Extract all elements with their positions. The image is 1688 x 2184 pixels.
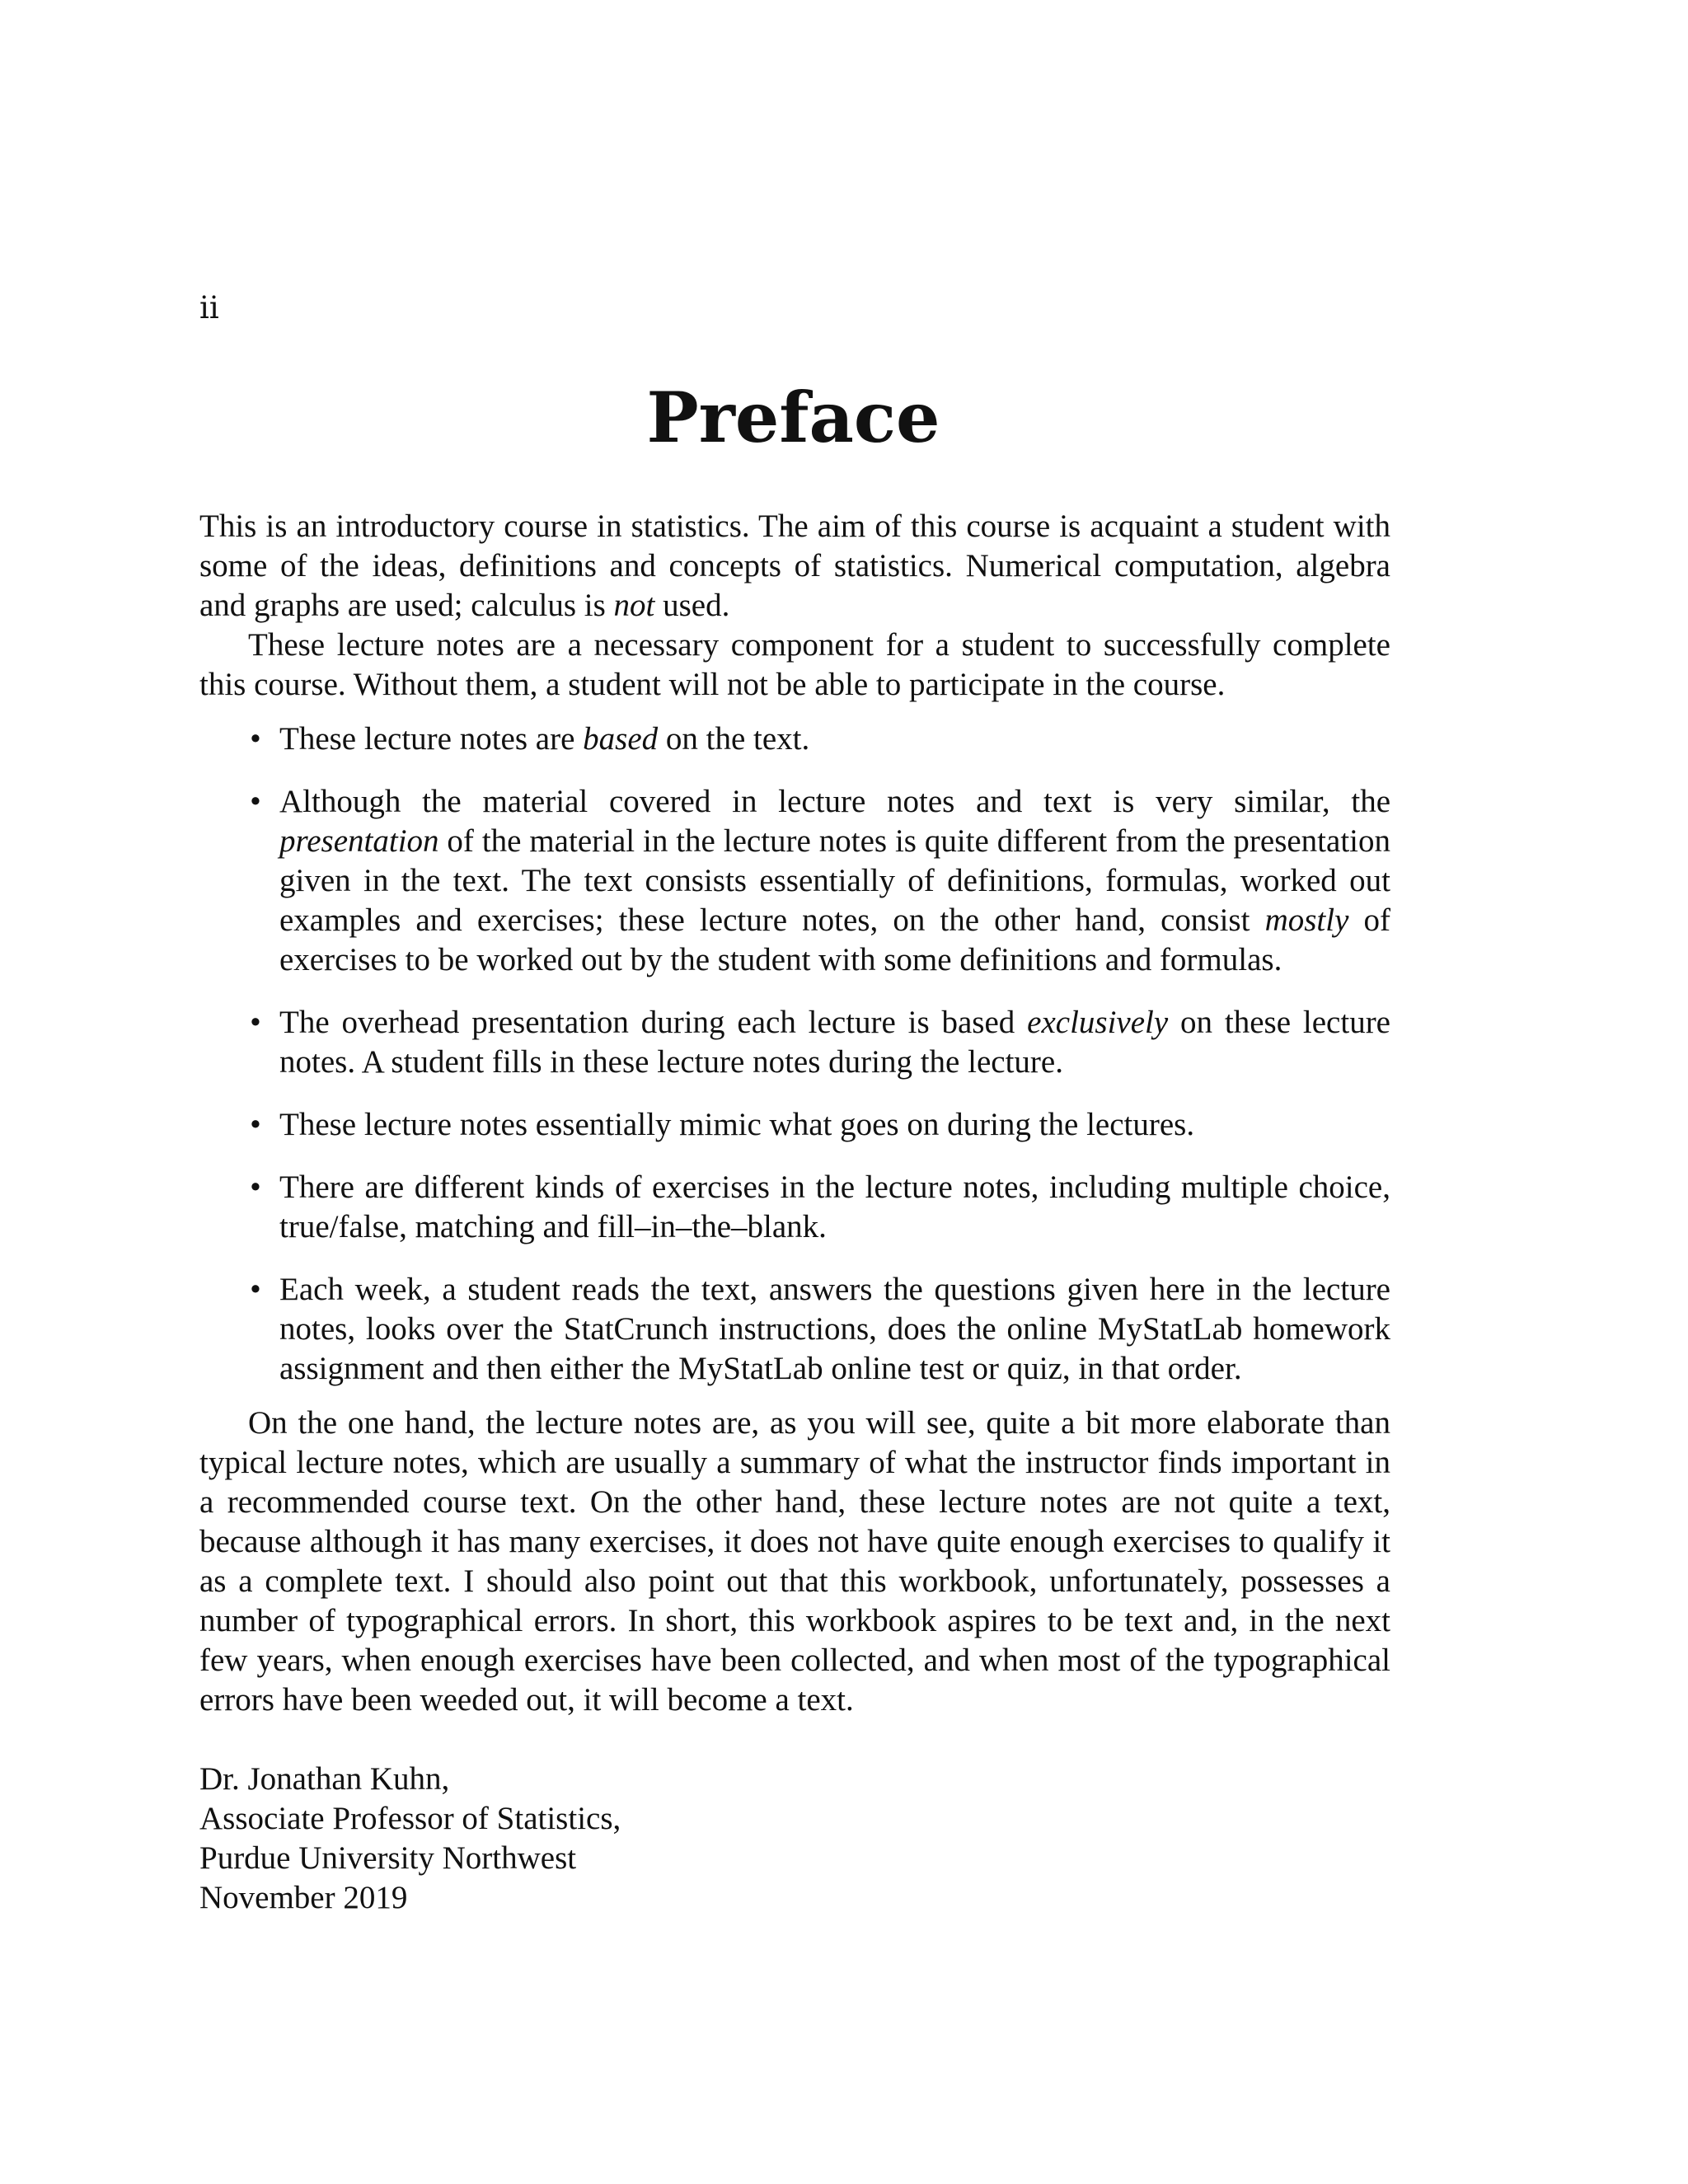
bullet-icon: • [250, 1272, 261, 1307]
list-item: • These lecture notes essentially mimic what goes on during the lectures. [199, 1105, 1390, 1145]
list-item: • Each week, a student reads the text, answers the questions given here in the lecture notes, looks over the StatCrunch instructions, does the online MyStatLab homework assignment and then either the MyStatLab online test or quiz, in that order. [199, 1270, 1390, 1389]
bullet-icon: • [250, 721, 261, 757]
bullet-list [199, 719, 1390, 1389]
bullet-icon: • [250, 1169, 261, 1205]
closing-paragraph: On the one hand, the lecture notes are, as you will see, quite a bit more elaborate than typical lecture notes, which are usually a summary of what the instructor finds important in a recommended course text. On the other hand, these lecture notes are not quite a text, because although it has many exercises, it does not have quite enough exercises to qualify it as a complete text. I should also point out that this workbook, unfortunately, possesses a number of typographical errors. In short, this workbook aspires to be text and, in the next few years, when enough exercises have been collected, and when most of the typographical errors have been weeded out, it will become a text. [199, 1405, 1390, 1718]
list-item: • These lecture notes are based on the text. [199, 719, 1390, 759]
page-number: ii [199, 290, 219, 326]
list-item: • Although the material covered in lecture notes and text is very similar, the presentation of the material in the lecture notes is quite different from the presentation given in the text. The text consists essentially of definitions, formulas, worked out examples and exercises; these lecture notes, on the other hand, consist mostly of exercises to be worked out by the student with some definitions and formulas. [199, 782, 1390, 980]
bullet-icon: • [250, 784, 261, 819]
preface-body [199, 507, 1390, 1918]
page-title: Preface [646, 377, 940, 458]
intro-paragraph-2: These lecture notes are a necessary component for a student to successfully complete this course. Without them, a student will not be able to participate in the course. [199, 627, 1390, 702]
bullet-icon: • [250, 1005, 261, 1040]
author-name: Dr. Jonathan Kuhn, [199, 1761, 450, 1797]
author-institution: Purdue University Northwest [199, 1840, 577, 1876]
signature-date: November 2019 [199, 1880, 408, 1915]
list-item: • There are different kinds of exercises in the lecture notes, including multiple choice, true/false, matching and fill–in–the–blank. [199, 1168, 1390, 1247]
author-position: Associate Professor of Statistics, [199, 1801, 621, 1836]
intro-paragraph-1: This is an introductory course in statistics. The aim of this course is acquaint a student with some of the ideas, definitions and concepts of statistics. Numerical computation, algebra and graphs are used; calculus is not used. [199, 509, 1390, 623]
signature-block [199, 1760, 1390, 1918]
bullet-icon: • [250, 1107, 261, 1142]
list-item: • The overhead presentation during each lecture is based exclusively on these lecture notes. A student fills in these lecture notes during the lecture. [199, 1003, 1390, 1082]
